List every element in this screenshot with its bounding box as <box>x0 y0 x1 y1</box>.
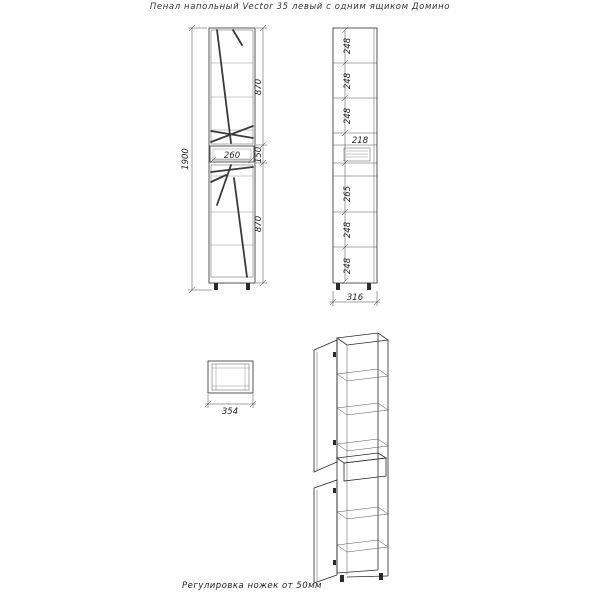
iso-leg-2 <box>379 573 383 580</box>
door-decor-upper <box>211 30 253 143</box>
top-outline <box>208 361 253 393</box>
leg-side-back <box>367 283 371 290</box>
dim-shelf-gap-5: 265 <box>343 185 353 203</box>
dim-drawer-width-label: 260 <box>223 151 241 161</box>
isometric-view <box>314 333 388 583</box>
dim-upper-door-label: 870 <box>254 78 264 96</box>
iso-drawer <box>337 453 386 481</box>
front-view <box>181 25 267 293</box>
dim-total-height <box>188 25 212 293</box>
iso-lower-door <box>314 480 337 583</box>
legs-adjustment-note: Регулировка ножек от 50мм <box>182 581 322 591</box>
dim-shelf-chain <box>342 27 348 284</box>
dim-shelf-gap-3: 248 <box>343 107 353 125</box>
lower-shelves-hidden <box>211 176 253 245</box>
dim-shelf-gap-2: 248 <box>343 72 353 90</box>
upper-shelves-hidden <box>211 63 253 130</box>
side-shelves <box>333 63 377 247</box>
lower-door <box>211 165 253 277</box>
dim-top-width <box>205 394 256 408</box>
dim-shelf-gap-1: 248 <box>343 37 353 55</box>
upper-door <box>211 30 253 144</box>
iso-top-face <box>337 333 388 345</box>
top-view <box>205 361 256 417</box>
dim-lower-door-label: 870 <box>254 215 264 233</box>
leg-front-right <box>246 283 250 290</box>
dim-top-width-label: 354 <box>221 407 239 417</box>
drawing-title: Пенал напольный Vector 35 левый с одним ящиком Домино <box>149 2 451 12</box>
dim-shelf-gap-6: 248 <box>343 221 353 239</box>
iso-upper-door <box>314 340 337 472</box>
dim-shelf-gap-7: 248 <box>343 257 353 275</box>
leg-front-left <box>214 283 218 290</box>
dim-drawer-height-label: 150 <box>254 146 264 164</box>
dim-total-height-label: 1900 <box>181 148 191 170</box>
dim-depth-label: 316 <box>346 293 364 303</box>
side-drawer <box>344 148 370 161</box>
dim-shelf-gap-4: 218 <box>351 136 369 146</box>
door-decor-lower <box>211 165 253 277</box>
cabinet-side-outline <box>333 28 377 283</box>
leg-side-front <box>336 283 340 290</box>
side-view <box>330 27 380 306</box>
iso-leg-1 <box>340 575 344 582</box>
